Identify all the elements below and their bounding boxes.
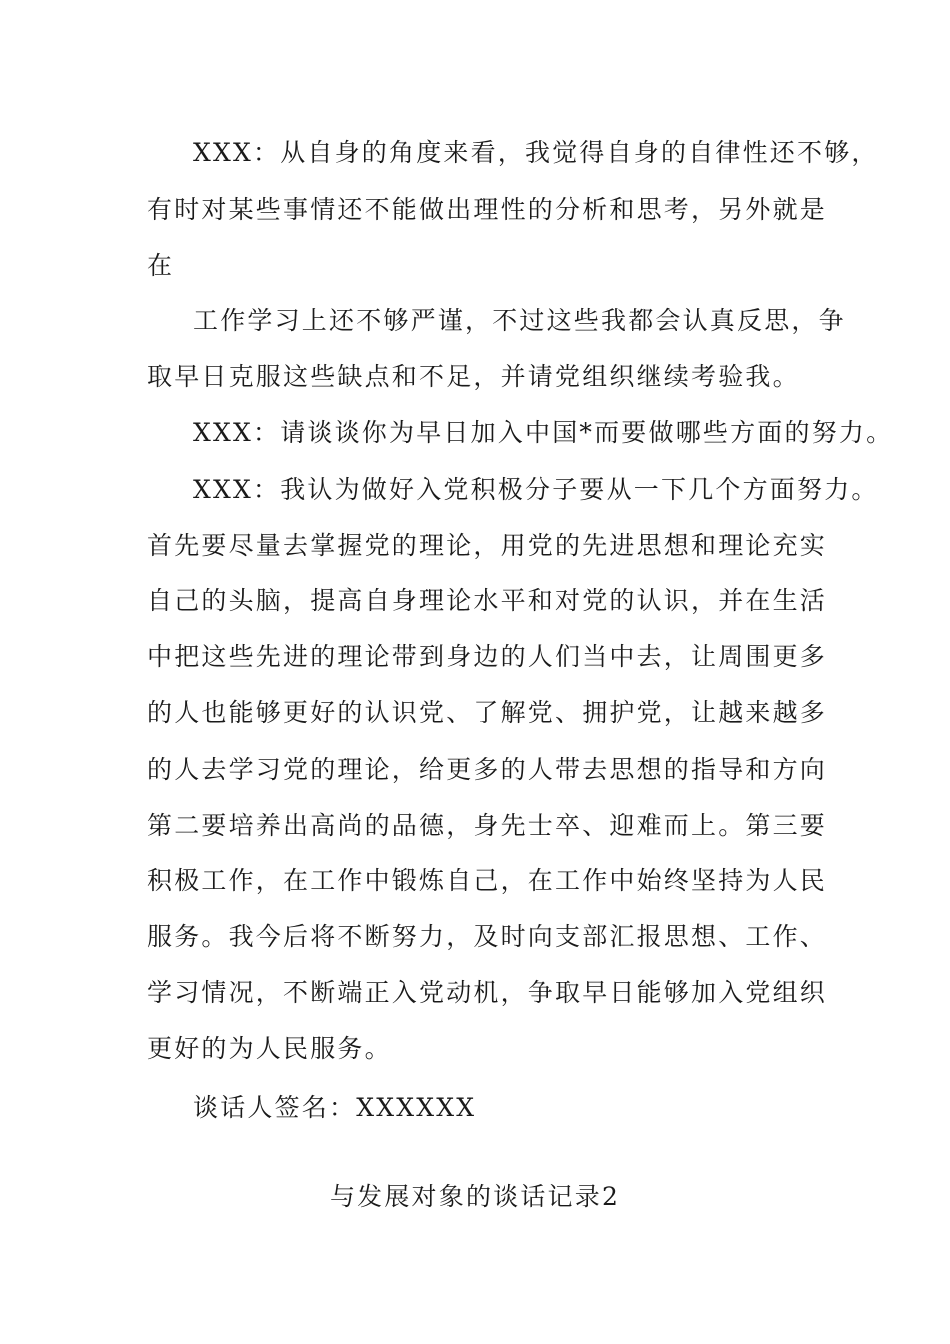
section-heading: 与发展对象的谈话记录2 <box>329 1182 621 1211</box>
text-line-3 <box>0 246 950 286</box>
answer-line-1: XXX：我认为做好入党积极分子要从一下几个方面努力。 <box>193 475 879 504</box>
text-line-6 <box>0 413 950 453</box>
text-line-8 <box>0 526 950 566</box>
paragraph-2-line-2: 取早日克服这些缺点和不足，并请党组织继续考验我。 <box>147 362 800 391</box>
answer-line-3: 自己的头脑，提高自身理论水平和对党的认识，并在生活 <box>147 586 828 615</box>
text-line-11 <box>0 693 950 733</box>
answer-line-5: 的人也能够更好的认识党、了解党、拥护党，让越来越多 <box>147 698 828 727</box>
text-line-5 <box>0 357 950 397</box>
text-line-16 <box>0 973 950 1013</box>
text-line-2 <box>0 190 950 230</box>
text-line-17 <box>0 1029 950 1069</box>
paragraph-1-line-3: 在 <box>147 251 175 280</box>
text-line-1 <box>0 133 950 173</box>
text-line-13 <box>0 806 950 846</box>
answer-line-9: 服务。我今后将不断努力，及时向支部汇报思想、工作、 <box>147 922 828 951</box>
answer-line-11: 更好的为人民服务。 <box>147 1034 392 1063</box>
text-line-15 <box>0 917 950 957</box>
section-heading-row <box>0 1177 950 1217</box>
text-line-18 <box>0 1088 950 1128</box>
answer-line-8: 积极工作，在工作中锻炼自己，在工作中始终坚持为人民 <box>147 866 828 895</box>
answer-line-2: 首先要尽量去掌握党的理论，用党的先进思想和理论充实 <box>147 531 828 560</box>
answer-line-4: 中把这些先进的理论带到身边的人们当中去，让周围更多 <box>147 642 828 671</box>
paragraph-1-line-1: XXX：从自身的角度来看，我觉得自身的自律性还不够， <box>193 138 879 167</box>
text-line-4 <box>0 301 950 341</box>
text-line-14 <box>0 861 950 901</box>
signature-line: 谈话人签名：XXXXXX <box>193 1093 477 1122</box>
answer-line-7: 第二要培养出高尚的品德，身先士卒、迎难而上。第三要 <box>147 811 828 840</box>
text-line-7 <box>0 470 950 510</box>
answer-line-10: 学习情况，不断端正入党动机，争取早日能够加入党组织 <box>147 978 828 1007</box>
question-line: XXX：请谈谈你为早日加入中国*而要做哪些方面的努力。 <box>193 418 894 447</box>
text-line-10 <box>0 637 950 677</box>
text-line-12 <box>0 750 950 790</box>
answer-line-6: 的人去学习党的理论，给更多的人带去思想的指导和方向 <box>147 755 828 784</box>
text-line-9 <box>0 581 950 621</box>
paragraph-2-line-1: 工作学习上还不够严谨，不过这些我都会认真反思，争 <box>193 306 846 335</box>
paragraph-1-line-2: 有时对某些事情还不能做出理性的分析和思考，另外就是 <box>147 195 828 224</box>
